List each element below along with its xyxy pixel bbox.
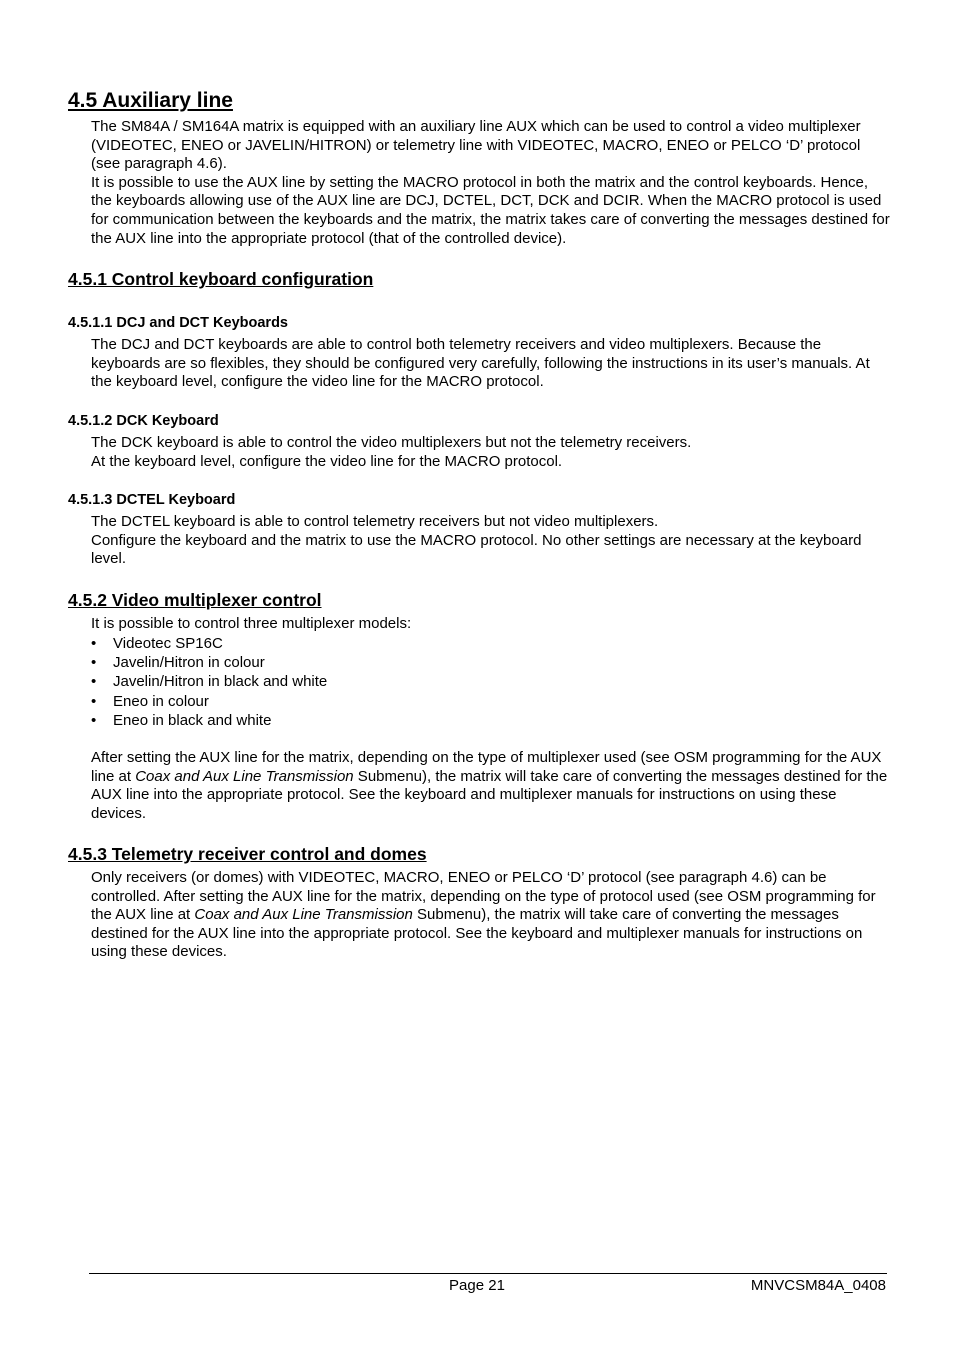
paragraph: Only receivers (or domes) with VIDEOTEC, MACRO, ENEO or PELCO ‘D’ protocol (see paragraph 4.6) can be controlled. After setting the AUX line for the matrix, depending on the type of protocol used (see OSM programming for the AUX line at Coax and Aux Line Transmission Submenu), the matrix will take care of converting the messages destined for the AUX line into the appropriate protocol. See the keyboard and multiplexer manuals for instructions on using these devices.	[91, 869, 876, 961]
submenu-reference: Coax and Aux Line Transmission	[194, 906, 413, 924]
bullet-icon: •	[91, 634, 97, 652]
paragraph: It is possible to use the AUX line by setting the MACRO protocol in both the matrix and the control keyboards. Hence, the keyboards allowing use of the AUX line are DCJ, DCTEL, DCT, DCK and DCIR. When the MACRO protocol is used for communication between the keyboards and the matrix, the matrix takes care of converting the messages destined for the AUX line into the appropriate protocol (that of the controlled device).	[91, 173, 890, 247]
bullet-icon: •	[91, 712, 97, 730]
subsection-4-5-1-1-body	[91, 336, 891, 392]
bullet-icon: •	[91, 673, 97, 691]
section-title-4-5: 4.5 Auxiliary line	[68, 89, 233, 112]
subsection-title-4-5-1-2: 4.5.1.2 DCK Keyboard	[68, 413, 219, 429]
paragraph: The DCTEL keyboard is able to control telemetry receivers but not video multiplexers.	[91, 513, 659, 530]
section-title-4-5-3: 4.5.3 Telemetry receiver control and domes	[68, 844, 427, 864]
subsection-4-5-1-3-body	[91, 513, 891, 569]
list-item: • Eneo in black and white	[91, 712, 272, 730]
subsection-title-4-5-1-3: 4.5.1.3 DCTEL Keyboard	[68, 492, 236, 508]
section-4-5-3-body	[91, 869, 891, 962]
list-item: • Videotec SP16C	[91, 634, 223, 652]
bullet-icon: •	[91, 692, 97, 710]
page-number: Page 21	[449, 1277, 505, 1294]
subsection-4-5-1-2-body	[91, 434, 891, 471]
section-title-4-5-2: 4.5.2 Video multiplexer control	[68, 590, 322, 610]
paragraph: The DCK keyboard is able to control the video multiplexers but not the telemetry receivers.	[91, 434, 692, 451]
paragraph: At the keyboard level, configure the video line for the MACRO protocol.	[91, 452, 563, 470]
multiplexer-model-list	[91, 634, 891, 731]
paragraph: The SM84A / SM164A matrix is equipped with an auxiliary line AUX which can be used to control a video multiplexer (VIDEOTEC, ENEO or JAVELIN/HITRON) or telemetry line with VIDEOTEC, MACRO, ENEO or PELCO ‘D’ protocol (see paragraph 4.6).	[91, 118, 861, 173]
bullet-icon: •	[91, 654, 97, 671]
paragraph: The DCJ and DCT keyboards are able to control both telemetry receivers and video multiplexers. Because the keyboards are so flexibles, they should be configured very carefully, following the instructions in its user’s manuals. At the keyboard level, configure the video line for the MACRO protocol.	[91, 336, 870, 391]
paragraph: Configure the keyboard and the matrix to use the MACRO protocol. No other settings are necessary at the keyboard level.	[91, 531, 862, 568]
section-title-4-5-1: 4.5.1 Control keyboard configuration	[68, 269, 374, 289]
list-item: • Javelin/Hitron in black and white	[91, 673, 328, 691]
list-item: • Eneo in colour	[91, 692, 209, 710]
section-4-5-2-body	[91, 615, 891, 731]
paragraph: It is possible to control three multiplexer models:	[91, 615, 412, 632]
subsection-title-4-5-1-1: 4.5.1.1 DCJ and DCT Keyboards	[68, 315, 288, 331]
section-4-5-body	[91, 118, 891, 248]
paragraph: After setting the AUX line for the matrix, depending on the type of multiplexer used (see OSM programming for the AUX line at Coax and Aux Line Transmission Submenu), the matrix will take care of converting the messages destined for the AUX line into the appropriate protocol. See the keyboard and multiplexer manuals for instructions on using these devices.	[91, 749, 888, 822]
list-item: • Javelin/Hitron in colour	[91, 654, 265, 671]
document-code: MNVCSM84A_0408	[750, 1277, 886, 1294]
submenu-reference: Coax and Aux Line Transmission	[135, 767, 354, 785]
footer-divider	[89, 1273, 887, 1274]
section-4-5-2-paragraph	[91, 749, 891, 823]
